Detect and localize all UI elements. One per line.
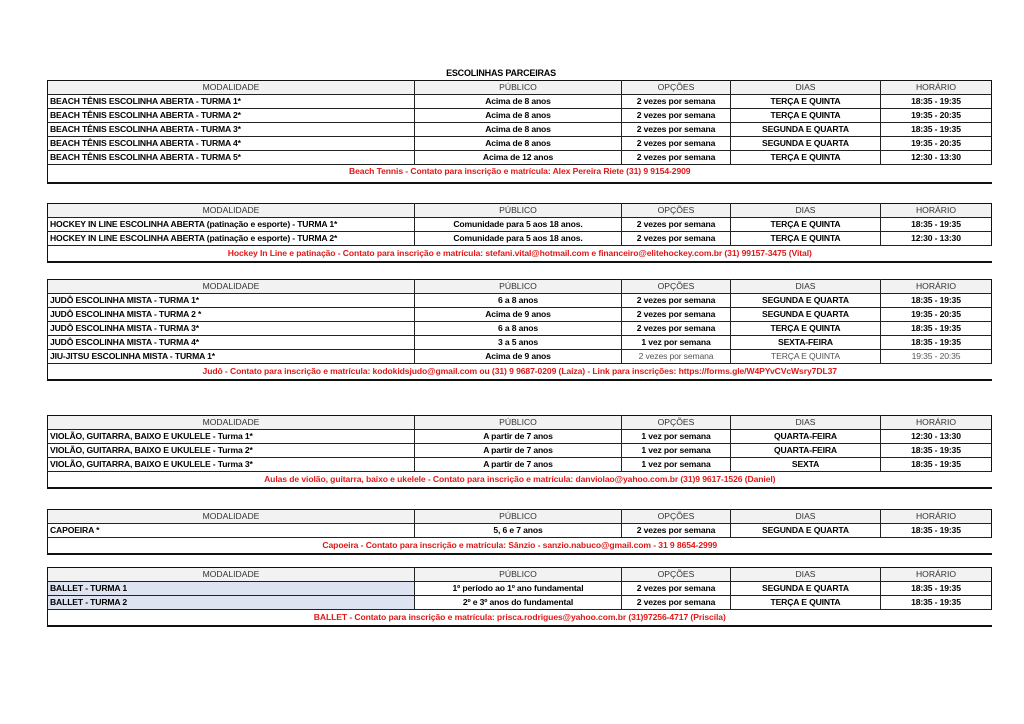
cell-publico: 6 a 8 anos: [415, 294, 622, 308]
capoeira-table: [47, 509, 991, 555]
cell-modalidade: JUDÔ ESCOLINHA MISTA - TURMA 1*: [48, 294, 415, 308]
table-row: [48, 524, 992, 538]
cell-publico: A partir de 7 anos: [415, 458, 622, 472]
cell-horario: 18:35 - 19:35: [881, 95, 992, 109]
cell-opcoes: 2 vezes por semana: [622, 95, 731, 109]
beach-tennis-table: [47, 80, 991, 184]
table-row: [48, 109, 992, 123]
column-header-modalidade: MODALIDADE: [48, 280, 415, 294]
ballet-table: [47, 567, 991, 627]
table-row: [48, 444, 992, 458]
cell-opcoes: 2 vezes por semana: [622, 524, 731, 538]
column-header-horario: HORÁRIO: [881, 204, 992, 218]
cell-opcoes: 2 vezes por semana: [622, 218, 731, 232]
cell-publico: Acima de 8 anos: [415, 137, 622, 151]
cell-opcoes: 2 vezes por semana: [622, 232, 731, 246]
cell-modalidade: BEACH TÊNIS ESCOLINHA ABERTA - TURMA 2*: [48, 109, 415, 123]
cell-publico: Acima de 9 anos: [415, 308, 622, 322]
table-row: [48, 596, 992, 610]
cell-opcoes: 2 vezes por semana: [622, 582, 731, 596]
cell-horario: 18:35 - 19:35: [881, 123, 992, 137]
cell-opcoes: 2 vezes por semana: [622, 350, 731, 364]
cell-modalidade: VIOLÃO, GUITARRA, BAIXO E UKULELE - Turma 1*: [48, 430, 415, 444]
contact-row: [48, 610, 992, 627]
cell-publico: Comunidade para 5 aos 18 anos.: [415, 218, 622, 232]
column-header-opcoes: OPÇÕES: [622, 510, 731, 524]
column-header-horario: HORÁRIO: [881, 280, 992, 294]
beach-tennis-schedule: [47, 80, 992, 184]
cell-modalidade: BALLET - TURMA 1: [48, 582, 415, 596]
cell-horario: 19:35 - 20:35: [881, 308, 992, 322]
cell-horario: 18:35 - 19:35: [881, 336, 992, 350]
column-header-modalidade: MODALIDADE: [48, 81, 415, 95]
contact-row: [48, 165, 992, 184]
cell-opcoes: 2 vezes por semana: [622, 151, 731, 165]
table-row: [48, 218, 992, 232]
column-header-opcoes: OPÇÕES: [622, 204, 731, 218]
cell-dias: QUARTA-FEIRA: [731, 430, 881, 444]
cell-publico: A partir de 7 anos: [415, 430, 622, 444]
column-header-modalidade: MODALIDADE: [48, 204, 415, 218]
column-header-dias: DIAS: [731, 416, 881, 430]
cell-horario: 18:35 - 19:35: [881, 294, 992, 308]
contact-info: Hockey In Line e patinação - Contato para inscrição e matrícula: stefani.vital@hotmail.com e financeiro@elitehockey.com.br (31) 99157-3475 (Vital): [48, 246, 992, 263]
contact-row: [48, 246, 992, 263]
cell-publico: 1º período ao 1º ano fundamental: [415, 582, 622, 596]
page-title: ESCOLINHAS PARCEIRAS: [446, 68, 556, 78]
cell-opcoes: 2 vezes por semana: [622, 137, 731, 151]
judo-table: [47, 279, 991, 381]
column-header-publico: PÚBLICO: [415, 416, 622, 430]
cell-opcoes: 2 vezes por semana: [622, 308, 731, 322]
contact-info: Capoeira - Contato para inscrição e matrícula: Sânzio - sanzio.nabuco@gmail.com - 31 9 8654-2999: [48, 538, 992, 555]
cell-dias: SEGUNDA E QUARTA: [731, 582, 881, 596]
cell-publico: Acima de 9 anos: [415, 350, 622, 364]
contact-info: Beach Tennis - Contato para inscrição e matrícula: Alex Pereira Riete (31) 9 9154-2909: [48, 165, 992, 184]
cell-opcoes: 2 vezes por semana: [622, 123, 731, 137]
cell-horario: 19:35 - 20:35: [881, 137, 992, 151]
column-header-modalidade: MODALIDADE: [48, 510, 415, 524]
cell-horario: 18:35 - 19:35: [881, 218, 992, 232]
capoeira-schedule: [47, 509, 992, 555]
table-row: [48, 430, 992, 444]
cell-modalidade: HOCKEY IN LINE ESCOLINHA ABERTA (patinação e esporte) - TURMA 1*: [48, 218, 415, 232]
column-header-dias: DIAS: [731, 510, 881, 524]
cell-publico: 6 a 8 anos: [415, 322, 622, 336]
cell-modalidade: VIOLÃO, GUITARRA, BAIXO E UKULELE - Turma 3*: [48, 458, 415, 472]
cell-publico: A partir de 7 anos: [415, 444, 622, 458]
table-row: [48, 350, 992, 364]
table-row: [48, 95, 992, 109]
column-header-opcoes: OPÇÕES: [622, 568, 731, 582]
contact-info: Aulas de violão, guitarra, baixo e ukelele - Contato para inscrição e matrícula: danviolao@yahoo.com.br (31)9 9617-1526 (Daniel): [48, 472, 992, 489]
cell-modalidade: BEACH TÊNIS ESCOLINHA ABERTA - TURMA 5*: [48, 151, 415, 165]
cell-dias: SEGUNDA E QUARTA: [731, 137, 881, 151]
cell-publico: Comunidade para 5 aos 18 anos.: [415, 232, 622, 246]
hockey-schedule: [47, 203, 992, 263]
cell-modalidade: JIU-JITSU ESCOLINHA MISTA - TURMA 1*: [48, 350, 415, 364]
column-header-publico: PÚBLICO: [415, 510, 622, 524]
contact-info: BALLET - Contato para inscrição e matrícula: prisca.rodrigues@yahoo.com.br (31)97256-4717 (Priscila): [48, 610, 992, 627]
cell-modalidade: VIOLÃO, GUITARRA, BAIXO E UKULELE - Turma 2*: [48, 444, 415, 458]
column-header-modalidade: MODALIDADE: [48, 568, 415, 582]
hockey-table: [47, 203, 991, 263]
cell-modalidade: BEACH TÊNIS ESCOLINHA ABERTA - TURMA 4*: [48, 137, 415, 151]
column-header-opcoes: OPÇÕES: [622, 280, 731, 294]
cell-dias: TERÇA E QUINTA: [731, 322, 881, 336]
cell-horario: 18:35 - 19:35: [881, 524, 992, 538]
header-row: [48, 568, 992, 582]
cell-opcoes: 2 vezes por semana: [622, 294, 731, 308]
column-header-publico: PÚBLICO: [415, 280, 622, 294]
column-header-dias: DIAS: [731, 204, 881, 218]
column-header-horario: HORÁRIO: [881, 510, 992, 524]
table-row: [48, 458, 992, 472]
cell-opcoes: 1 vez por semana: [622, 458, 731, 472]
cell-dias: SEXTA: [731, 458, 881, 472]
cell-dias: SEGUNDA E QUARTA: [731, 308, 881, 322]
cell-publico: Acima de 12 anos: [415, 151, 622, 165]
cell-horario: 18:35 - 19:35: [881, 322, 992, 336]
table-row: [48, 151, 992, 165]
cell-dias: SEGUNDA E QUARTA: [731, 294, 881, 308]
header-row: [48, 81, 992, 95]
cell-publico: Acima de 8 anos: [415, 123, 622, 137]
cell-dias: TERÇA E QUINTA: [731, 232, 881, 246]
cell-horario: 12:30 - 13:30: [881, 151, 992, 165]
column-header-modalidade: MODALIDADE: [48, 416, 415, 430]
table-row: [48, 336, 992, 350]
contact-row: [48, 364, 992, 381]
header-row: [48, 280, 992, 294]
column-header-publico: PÚBLICO: [415, 204, 622, 218]
cell-opcoes: 2 vezes por semana: [622, 109, 731, 123]
column-header-dias: DIAS: [731, 280, 881, 294]
cell-horario: 19:35 - 20:35: [881, 350, 992, 364]
column-header-opcoes: OPÇÕES: [622, 81, 731, 95]
table-row: [48, 123, 992, 137]
cell-dias: TERÇA E QUINTA: [731, 596, 881, 610]
column-header-horario: HORÁRIO: [881, 81, 992, 95]
contact-info: Judô - Contato para inscrição e matrícula: kodokidsjudo@gmail.com ou (31) 9 9687-0209 (Laiza) - Link para inscrições: https://forms.gle/W4PYvCVcWsry7DL37: [48, 364, 992, 381]
column-header-opcoes: OPÇÕES: [622, 416, 731, 430]
cell-dias: QUARTA-FEIRA: [731, 444, 881, 458]
cell-dias: SEGUNDA E QUARTA: [731, 123, 881, 137]
cell-dias: TERÇA E QUINTA: [731, 151, 881, 165]
music-table: [47, 415, 991, 489]
cell-horario: 18:35 - 19:35: [881, 582, 992, 596]
cell-horario: 19:35 - 20:35: [881, 109, 992, 123]
cell-publico: 5, 6 e 7 anos: [415, 524, 622, 538]
cell-opcoes: 1 vez por semana: [622, 444, 731, 458]
table-row: [48, 322, 992, 336]
cell-horario: 12:30 - 13:30: [881, 430, 992, 444]
musica-schedule: [47, 415, 992, 489]
cell-modalidade: JUDÔ ESCOLINHA MISTA - TURMA 4*: [48, 336, 415, 350]
cell-modalidade: BEACH TÊNIS ESCOLINHA ABERTA - TURMA 3*: [48, 123, 415, 137]
ballet-schedule: [47, 567, 992, 627]
judo-schedule: [47, 279, 992, 381]
contact-row: [48, 538, 992, 555]
contact-row: [48, 472, 992, 489]
cell-dias: SEXTA-FEIRA: [731, 336, 881, 350]
cell-dias: TERÇA E QUINTA: [731, 218, 881, 232]
cell-opcoes: 2 vezes por semana: [622, 322, 731, 336]
cell-dias: SEGUNDA E QUARTA: [731, 524, 881, 538]
column-header-horario: HORÁRIO: [881, 568, 992, 582]
header-row: [48, 416, 992, 430]
cell-dias: TERÇA E QUINTA: [731, 95, 881, 109]
cell-opcoes: 1 vez por semana: [622, 430, 731, 444]
cell-modalidade: BEACH TÊNIS ESCOLINHA ABERTA - TURMA 1*: [48, 95, 415, 109]
cell-publico: 3 a 5 anos: [415, 336, 622, 350]
cell-dias: TERÇA E QUINTA: [731, 109, 881, 123]
cell-dias: TERÇA E QUINTA: [731, 350, 881, 364]
column-header-dias: DIAS: [731, 568, 881, 582]
table-row: [48, 137, 992, 151]
column-header-publico: PÚBLICO: [415, 81, 622, 95]
header-row: [48, 510, 992, 524]
cell-horario: 12:30 - 13:30: [881, 232, 992, 246]
cell-horario: 18:35 - 19:35: [881, 444, 992, 458]
cell-horario: 18:35 - 19:35: [881, 596, 992, 610]
cell-horario: 18:35 - 19:35: [881, 458, 992, 472]
cell-modalidade: JUDÔ ESCOLINHA MISTA - TURMA 2 *: [48, 308, 415, 322]
cell-modalidade: HOCKEY IN LINE ESCOLINHA ABERTA (patinação e esporte) - TURMA 2*: [48, 232, 415, 246]
table-row: [48, 582, 992, 596]
cell-modalidade: CAPOEIRA *: [48, 524, 415, 538]
column-header-dias: DIAS: [731, 81, 881, 95]
cell-publico: Acima de 8 anos: [415, 109, 622, 123]
cell-modalidade: BALLET - TURMA 2: [48, 596, 415, 610]
cell-opcoes: 2 vezes por semana: [622, 596, 731, 610]
cell-publico: 2º e 3º anos do fundamental: [415, 596, 622, 610]
header-row: [48, 204, 992, 218]
table-row: [48, 308, 992, 322]
column-header-publico: PÚBLICO: [415, 568, 622, 582]
table-row: [48, 294, 992, 308]
cell-modalidade: JUDÔ ESCOLINHA MISTA - TURMA 3*: [48, 322, 415, 336]
cell-publico: Acima de 8 anos: [415, 95, 622, 109]
column-header-horario: HORÁRIO: [881, 416, 992, 430]
table-row: [48, 232, 992, 246]
cell-opcoes: 1 vez por semana: [622, 336, 731, 350]
